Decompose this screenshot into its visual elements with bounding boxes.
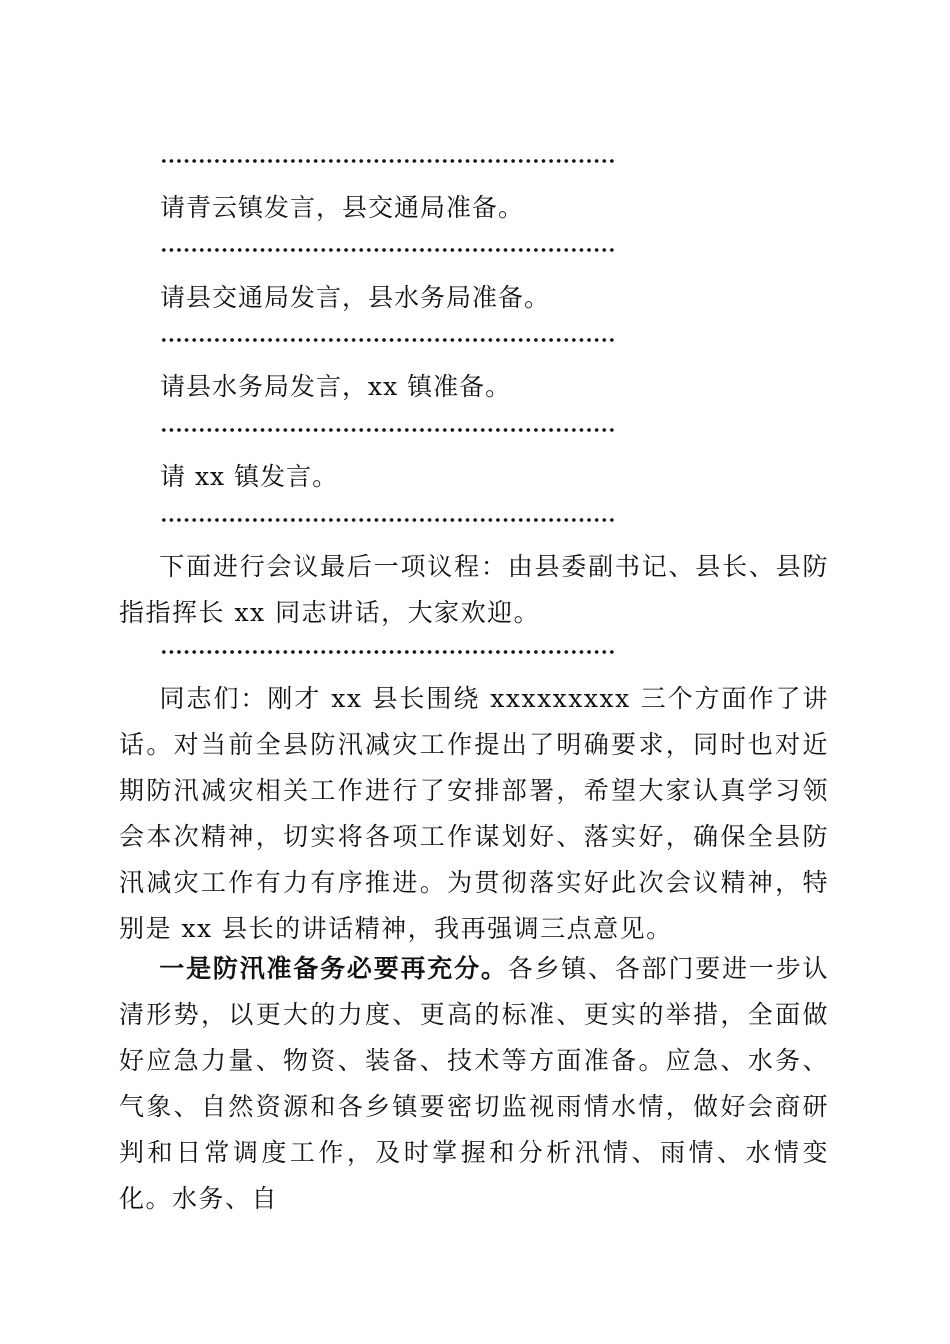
speech-text: 同志们：刚才 xx 县长围绕 xxxxxxxxx 三个方面作了讲话。对当前全县防汛减灾工作提出了明确要求，同时也对近期防汛减灾相关工作进行了安排部署，希望大家认真学习领会本次精神，切实将各项工作谋划好、落实好，确保全县防汛减灾工作有力有序推进。为贯彻落实好此次会议精神，特别是 xx 县长的讲话精神，我再强调三点意见。: [119, 684, 829, 943]
agenda-text: 下面进行会议最后一项议程：由县委副书记、县长、县防指指挥长 xx 同志讲话，大家欢迎。: [119, 552, 829, 627]
agenda-paragraph: [119, 544, 829, 636]
text-line-4: 请 xx 镇发言。: [160, 462, 339, 491]
text-line-2: 请县交通局发言，县水务局准备。: [160, 283, 551, 312]
point-one-paragraph: [119, 946, 829, 1222]
point-one-lead: 一是防汛准备务必要再充分。: [159, 954, 508, 983]
ellipsis-separator: [160, 648, 615, 656]
point-one-body: 各乡镇、各部门要进一步认清形势，以更大的力度、更高的标准、更实的举措，全面做好应急力量、物资、装备、技术等方面准备。应急、水务、气象、自然资源和各乡镇要密切监视雨情水情，做好会商研判和日常调度工作，及时掌握和分析汛情、雨情、水情变化。水务、自: [119, 954, 829, 1213]
ellipsis-separator: [160, 157, 615, 165]
speech-paragraph: [119, 676, 829, 952]
ellipsis-separator: [160, 246, 615, 254]
text-line-1: 请青云镇发言，县交通局准备。: [160, 193, 525, 222]
ellipsis-separator: [160, 336, 615, 344]
text-line-3: 请县水务局发言，xx 镇准备。: [160, 372, 512, 401]
ellipsis-separator: [160, 516, 615, 524]
ellipsis-separator: [160, 426, 615, 434]
